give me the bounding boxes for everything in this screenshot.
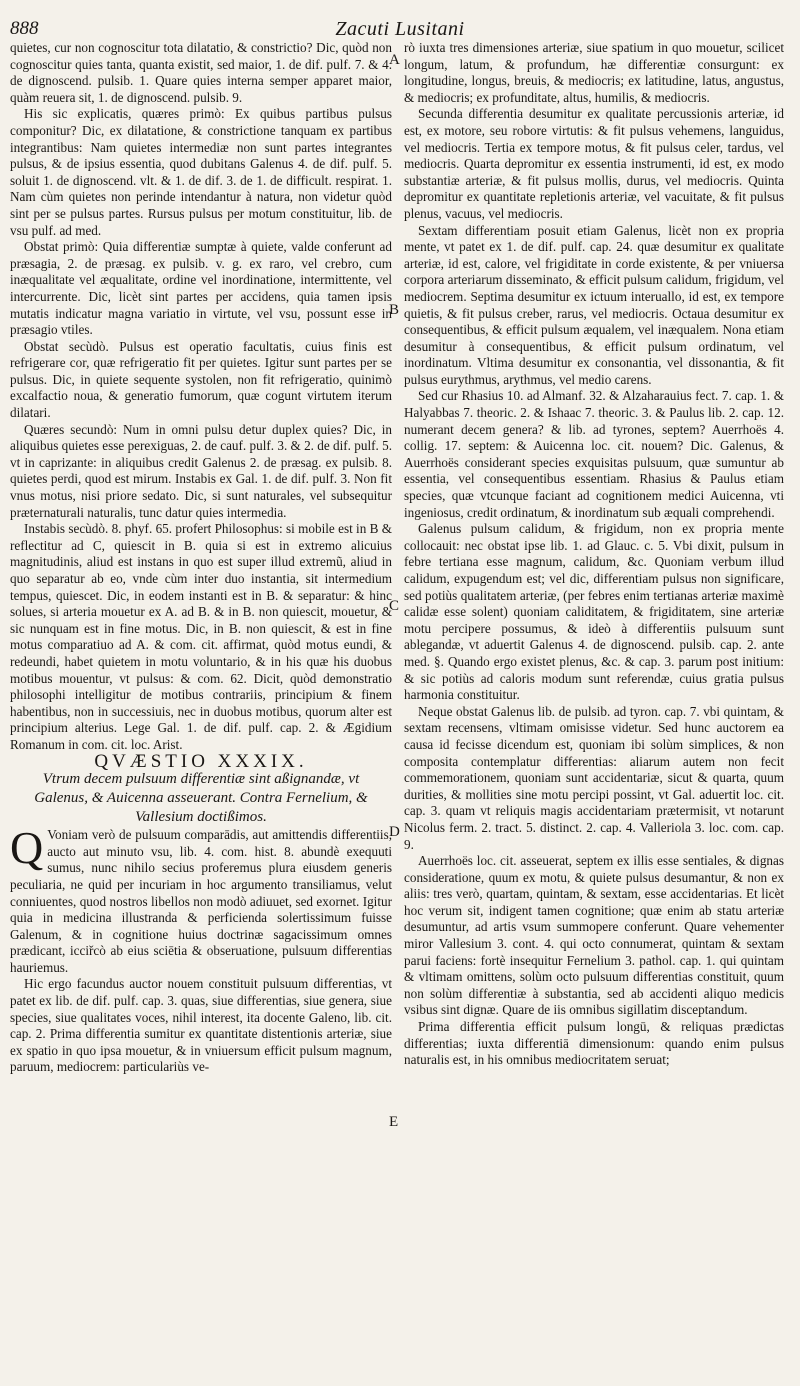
- paragraph: Auerrhoës loc. cit. asseuerat, septem ex illis esse sentiales, & dignas consideratione, quum ex motu, & quiete pulsus desumantur, & non ex aliis: tres verò, quartam, quintam, & sextam, esse accidentarias. Et licèt hoc verum sit, indigent tamen cognitione; quæ enim ab statu arteriæ desumuntur, ad artis vsum summopere conferunt. Quare vehementer miror Vallesium 3. cont. 4. qui octo connumerat, quintam & sextam parui faciens: fortè insequitur Fernelium 3. pathol. cap. 1. qui quintam & vltimam omittens, solùm octo pulsuum differentias constituit, quum non solùm differentiæ à substantia, sed ab accidenti aliquo medicis vsibus sint dignæ. Quare de iis omnibus sigillatim disceptandum.: [404, 853, 784, 1018]
- left-column: [10, 40, 392, 1076]
- paragraph: His sic explicatis, quæres primò: Ex quibus partibus pulsus componitur? Dic, ex dilatatione, & constrictione tanquam ex partibus integrantibus: Nam quietes intermediæ non sunt partes integrantes pulsus, & de ipsius essentia, quod dubitans Galenus 4. de dif. pulf. 5. soluit 1. de dignoscend. vlt. & 1. de dif. 3. de 1. de difficult. respirat. 1. Nam cùm quietes non perinde intendantur à natura, non videtur quòd sint per se pulsus partes. Rursus pulsus per motum constituitur, lib. de vsu pulf. ad med.: [10, 106, 392, 238]
- page-header: [0, 18, 800, 40]
- paragraph: Obstat primò: Quia differentiæ sumptæ à quiete, valde conferunt ad præsagia, 2. de præsag. ex pulsib. v. g. ex raro, vel crebro, cum inæqualitate vel æqualitate, ordine vel inordinatione, intermittente, vel intercurrente. Dic, licèt sint partes per accidens, quia tamen ipsis mutatis indicatur magna variatio in virtute, vel vsu, possunt esse in præsagio vtiles.: [10, 239, 392, 338]
- margin-letter-d: D: [389, 824, 400, 840]
- paragraph-text: Voniam verò de pulsuum comparādis, aut amittendis differentiis, aucto aut minuto vsu, lib. 4. com. hist. 8. abundè exequuti sumus, nunc nihilo secius proferemus plura eiusdem generis peculiaria, ne quid per incuriam in hoc argumento transiliamus, velut conniuentes, quod nostros libellos non modò adiuuet, sed exornet. Igitur quia in medicina illustranda & perficienda solertissimum fuisse Galenum, & in cognitione huius doctrinæ sagacissimum omnes prædicant, icciřcò ab eius sciētia & obseruatione, pulsuum differentias hauriemus.: [10, 827, 392, 975]
- margin-letter-c: C: [389, 598, 400, 614]
- paragraph: Neque obstat Galenus lib. de pulsib. ad tyron. cap. 7. vbi quintam, & sextam recensens, vltimam omisisse videtur. Sed hunc auctorem ea causa id fecisse dicendum est, quoniam ibi solùm simplices, & non composita contemplatur differentias: aliarum autem non fecit commemorationem, quoniam sunt accidentariæ, sicut & quarta, quum durities, & mollities sine motu percipi possint, vt Gal. aduertit loc. cit. cap. 3. quam vt reliquis magis accidentariam prætermisit, vt notarunt Nicolus ferm. 2. tract. 5. distinct. 2. cap. 4. Valleriola 3. loc. com. cap. 9.: [404, 703, 784, 852]
- page-number: 888: [10, 18, 39, 39]
- paragraph: Instabis secùdò. 8. phyf. 65. profert Philosophus: si mobile est in B & reflectitur ad C, quiescit in B. quia si est in extremo alicuius magnitudinis, aliud est instans in quo est super illud extremũ, aliud in quo separatur ab eo, vnde cùm inter duo instantia, sit intermedium tempus, quiescet. Dic, in eodem instanti est in B. & separatur: & hinc solues, si arteria mouetur ex A. ad B. & in B. non quiescit, mouetur, & sic nunquam est in fine motus. Dic, in B. non quiescit, & est in fine motus comparatiuo ad A. & com. cit. affirmat, quòd motus eundi, & redeundi, habet quietem in motu voluntario, & in his quæ his duobus motibus mouentur, vt pulsus: & com. 62. Dicit, quòd demonstratio philosophi intelligitur de motibus contrariis, principium & finem habentibus, non in successiuis, nec in duobus motibus, quorum alter est principium alterius. Lege Gal. 1. de dif. pulf. cap. 2. & Ægidium Romanum in com. cit. loc. Arist.: [10, 521, 392, 752]
- paragraph: Prima differentia efficit pulsum longū, & reliquas prædictas differentias; iuxta differentiā dimensionum: quando enim pulsus naturalis est, in his omnibus mediocritatem seruat;: [404, 1019, 784, 1068]
- paragraph-dropcap: [10, 822, 392, 976]
- question-subtitle: Vtrum decem pulsuum differentiæ sint aßignandæ, vt Galenus, & Auicenna asseuerant. Contra Fernelium, & Vallesium doctißimos.: [34, 771, 368, 826]
- paragraph: Sextam differentiam posuit etiam Galenus, licèt non ex propria mente, vt patet ex 1. de dif. pulf. cap. 24. quæ desumitur ex qualitate arteriæ, id est, calore, vel frigiditate in corde existente, & per vniuersa corpora arteriarum disseminato, & efficit pulsum calidum, frigidum, vel mediocrem. Septima desumitur ex ictuum interuallo, id est, ex tempore quietis, & fit pulsus creber, rarus, vel mediocris. Octaua desumitur ex consequentibus, & efficit pulsum æqualem, vel inæqualem. Nona etiam desumitur à consequentibus, & efficit pulsum ordinatum, vel inordinatum. Vltima desumitur ex consonantia, vel dissonantia, & fit pulsus eurythmus, arythmus, vel medio carens.: [404, 222, 784, 387]
- margin-letter-a: A: [389, 52, 400, 68]
- question-title: QVÆSTIO XXXIX.: [94, 750, 308, 772]
- margin-letter-e: E: [389, 1114, 399, 1130]
- paragraph: quietes, cur non cognoscitur tota dilatatio, & constrictio? Dic, quòd non cognoscitur quies tanta, quanta existit, sed maior, 1. de dif. pulf. 7. & 4. de dignoscend. pulsib. 1. Quare quies interna semper apparet maior, quàm reuera sit, 1. de dignoscend. pulsib. 9.: [10, 40, 392, 105]
- running-head: Zacuti Lusitani: [335, 18, 465, 40]
- paragraph: Obstat secùdò. Pulsus est operatio facultatis, cuius finis est refrigerare cor, quæ refrigeratio fit per quietes. Igitur sunt partes per se pulsus. Dic, in quiete sequente systolen, non fit refrigeratio, quinimò excalfactio noua, & generatio fumorum, quæ cogunt virtutem iterum dilatari.: [10, 338, 392, 421]
- paragraph: Hic ergo facundus auctor nouem constituit pulsuum differentias, vt patet ex lib. de dif. pulf. cap. 3. quas, siue differentias, siue genera, siue species, siue qualitates voces, nihil interest, ita docente Galeno, lib. cit. cap. 2. Prima differentia sumitur ex quantitate distentionis arteriæ, siue ex spatio in quo ipsa mouetur, & in vniuersum efficit pulsum magnum, paruum, mediocrem: particulariùs ve-: [10, 976, 392, 1075]
- paragraph: Galenus pulsum calidum, & frigidum, non ex propria mente collocauit: nec obstat ipse lib. 1. ad Glauc. c. 5. Vbi dixit, pulsum in febre tertiana esse magnum, calidum, &c. Quoniam verbum illud calidum, expugendum est; vel dic, differentiam pulsus non significare, sed potiùs qualitatem arteriæ, (per febres enim tertianas arteriæ maximè calidæ esse solent) quoniam caliditatem, & frigiditatem, sine arteriæ motu percipere possumus, & ideò à differentiis pulsuum sunt ablegandæ, vt aduertit Galenus 4. de dignoscend. pulsib. cap. 2. ante med. §. Quando ergo existet plenus, &c. & cap. 3. parum post initium: & sic potiùs ad caloris modum sunt referendæ, cuius gratia pulsus harmonia constituitur.: [404, 521, 784, 703]
- paragraph: Secunda differentia desumitur ex qualitate percussionis arteriæ, id est, ex motore, seu robore virtutis: & fit pulsus vehemens, languidus, vel mediocris. Tertia ex tempore motus, & fit pulsus celer, tardus, vel mediocris. Quarta depromitur ex essentia instrumenti, id est, ex modo substantiæ arteriæ, & fit pulsus mollis, durus, vel mediocris. Quinta depromitur ex quantitate repletionis arteriæ, vel vacuitate, & fit pulsus plenus, vacuus, vel mediocris.: [404, 106, 784, 221]
- margin-letter-b: B: [389, 302, 400, 318]
- paragraph: rò iuxta tres dimensiones arteriæ, siue spatium in quo mouetur, scilicet longum, latum, & profundum, hæ differentiæ consurgunt: ex longitudine, longus, breuis, & mediocris; ex latitudine, latus, angustus, & mediocris; ex profunditate, altus, humilis, & mediocris.: [404, 40, 784, 105]
- paragraph: Quæres secundò: Num in omni pulsu detur duplex quies? Dic, in aliquibus quietes esse perexiguas, 2. de cauf. pulf. 3. & 2. de dif. pulf. 5. vt in caprizante: in aliquibus credit Galenus 2. de præsag. ex pulsib. 8. quietes perdi, quod est mirum. Instabis ex Gal. 1. de dif. pulf. 3. Non fit vnus motus, nisi priore sedato. Dic, si sunt naturales, vel subsequitur præternaturali naturalis, tunc datur quies intermedia.: [10, 421, 392, 520]
- paragraph: Sed cur Rhasius 10. ad Almanf. 32. & Alzaharauius fect. 7. cap. 1. & Halyabbas 7. theoric. 2. & Ishaac 7. theoric. 3. & Paulus lib. 2. cap. 12. numerant decem genera? & lib. ad tyrones, septem? Auerrhoës 4. collig. 17. septem: & Auicenna loc. cit. nouem? Dic. Galenus, & Auerrhoës considerant species exquisitas pulsuum, quæ sumuntur ab essentia, vel consequentibus essentiam. Rhasius & Paulus etiam species, quæ vtcunque faciant ad cognitionem medici Auicenna, vti ingeniosus, credit ordinatum, & inordinatum sub æquali comprehendi.: [404, 388, 784, 520]
- drop-cap: Q: [10, 822, 44, 874]
- right-column: [404, 40, 784, 1069]
